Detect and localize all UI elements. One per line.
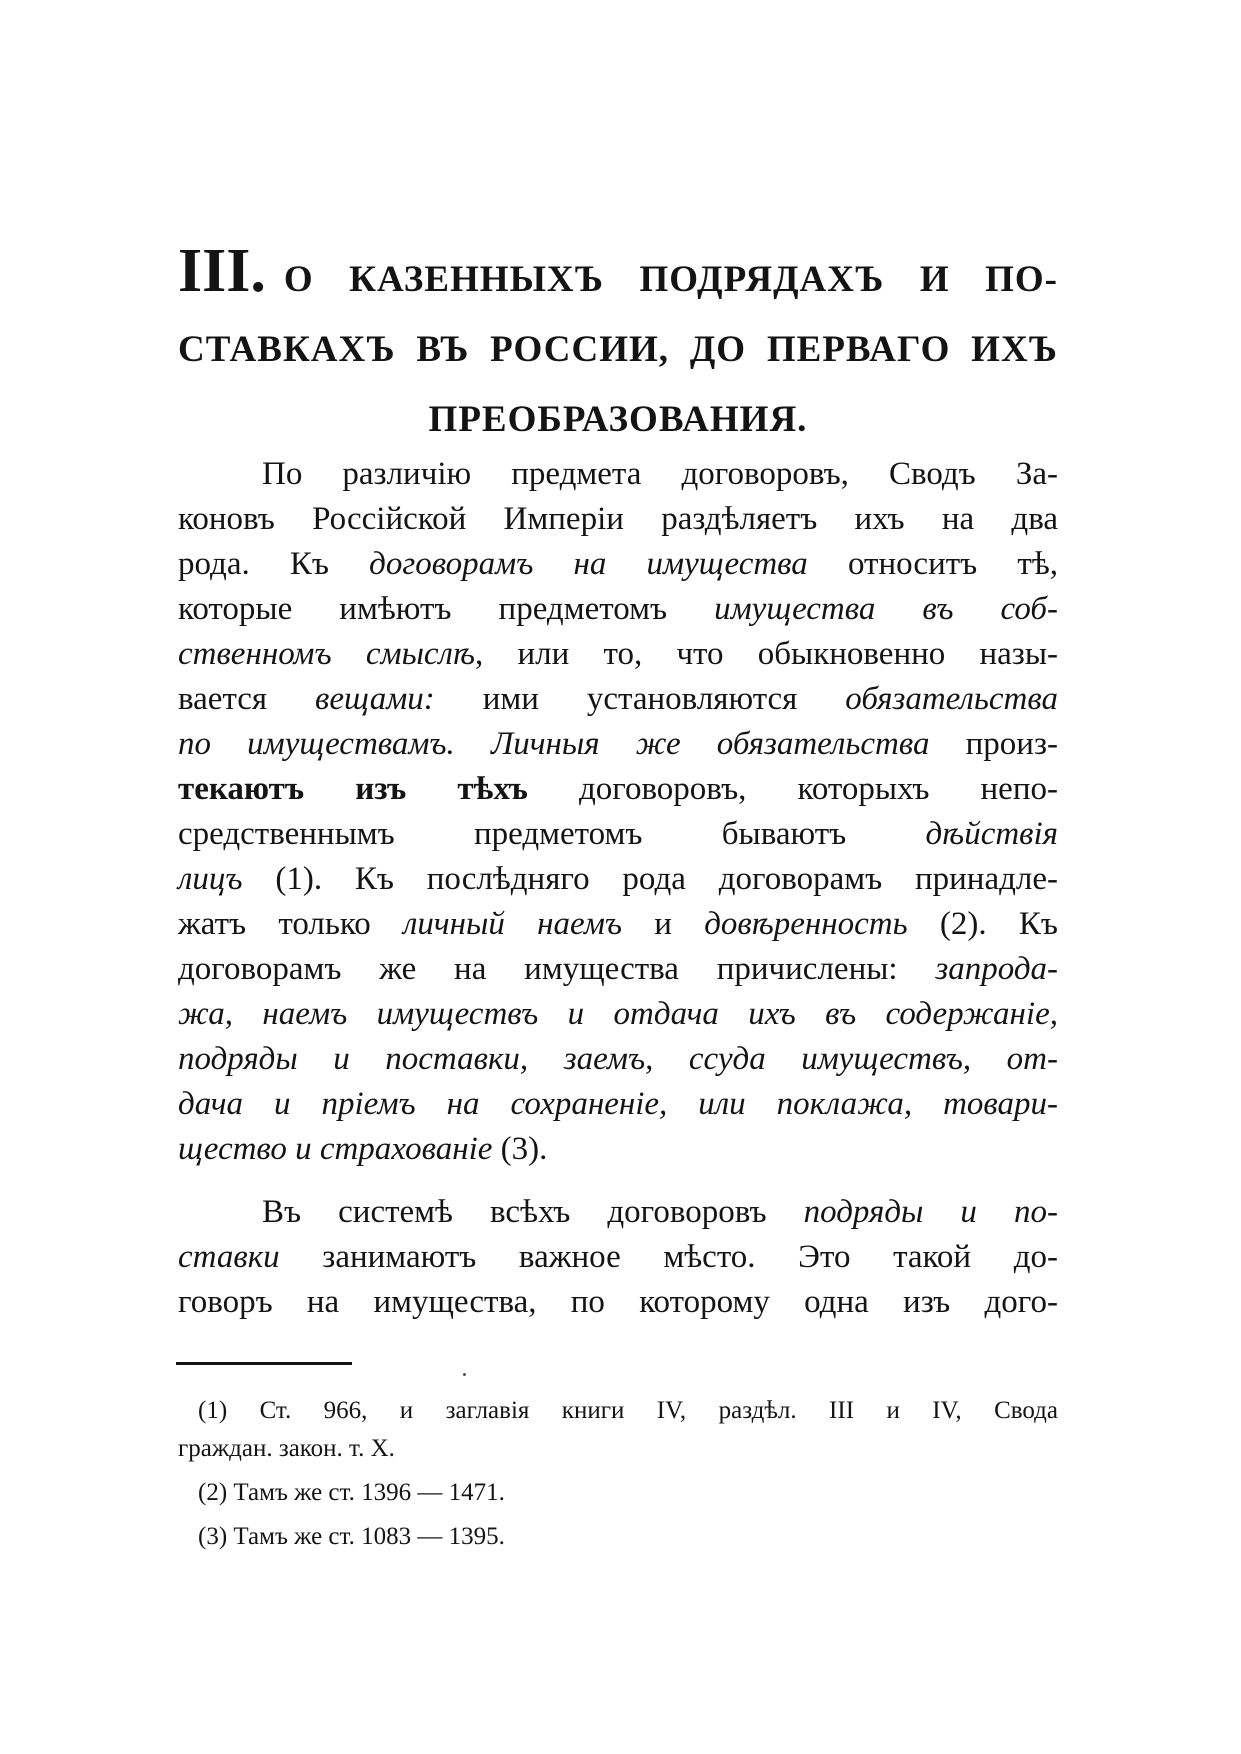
- footnote-1-continued: граждан. закон. т. X.: [178, 1435, 395, 1462]
- footnote-1: (1) Ст. 966, и заглавія книги IV, раздѣл. III и IV, Свода: [198, 1397, 1058, 1424]
- text-line: договорамъ же на имущества причислены: запрода-: [178, 951, 1058, 987]
- text-line: щество и страхованіе (3).: [178, 1131, 548, 1167]
- text-line: говоръ на имущества, по которому одна изъ дого-: [178, 1284, 1058, 1320]
- text-line: По различію предмета договоровъ, Сводъ За-: [262, 456, 1058, 492]
- footnote-3: (3) Тамъ же ст. 1083 — 1395.: [198, 1523, 505, 1550]
- footnotes: [178, 1392, 1058, 1556]
- text-line: текаютъ изъ тѣхъ договоровъ, которыхъ непо-: [178, 771, 1058, 807]
- text-line: ственномъ смыслѣ, или то, что обыкновенно назы-: [178, 636, 1058, 672]
- footnote-separator: [176, 1362, 352, 1365]
- text-line: по имуществамъ. Личныя же обязательства произ-: [178, 726, 1058, 762]
- text-line: жатъ только личный наемъ и довѣренность (2). Къ: [178, 906, 1058, 942]
- text-line: подряды и поставки, заемъ, ссуда имуществъ, от-: [178, 1041, 1058, 1077]
- paragraph-gap: [178, 1172, 1058, 1190]
- text-line: рода. Къ договорамъ на имущества относитъ тѣ,: [178, 546, 1058, 582]
- text-line: дача и пріемъ на сохраненіе, или поклажа, товари-: [178, 1086, 1058, 1122]
- text-line: ставки занимаютъ важное мѣсто. Это такой до-: [178, 1239, 1058, 1275]
- heading-line-1: III. О КАЗЕННЫХЪ ПОДРЯДАХЪ И ПО-: [178, 237, 1058, 305]
- text-line: Въ системѣ всѣхъ договоровъ подряды и по-: [262, 1194, 1059, 1230]
- text-line: лицъ (1). Къ послѣдняго рода договорамъ принадле-: [178, 861, 1058, 897]
- print-speck: [463, 1373, 466, 1376]
- footnote-2: (2) Тамъ же ст. 1396 — 1471.: [198, 1479, 505, 1506]
- heading-line-2: СТАВКАХЪ ВЪ РОССИИ, ДО ПЕРВАГО ИХЪ: [178, 329, 1058, 370]
- text-line: жа, наемъ имуществъ и отдача ихъ въ содержаніе,: [178, 996, 1058, 1032]
- text-line: которые имѣютъ предметомъ имущества въ соб-: [178, 591, 1058, 627]
- heading-line-3: ПРЕОБРАЗОВАНИЯ.: [428, 399, 808, 440]
- chapter-numeral: III.: [178, 237, 266, 305]
- body-text: [178, 452, 1058, 1325]
- text-line: коновъ Россійской Имперіи раздѣляетъ ихъ на два: [178, 501, 1058, 537]
- chapter-heading: [178, 236, 1058, 455]
- text-line: средственнымъ предметомъ бываютъ дѣйствія: [178, 816, 1058, 852]
- text-line: вается вещами: ими установляются обязательства: [178, 681, 1058, 717]
